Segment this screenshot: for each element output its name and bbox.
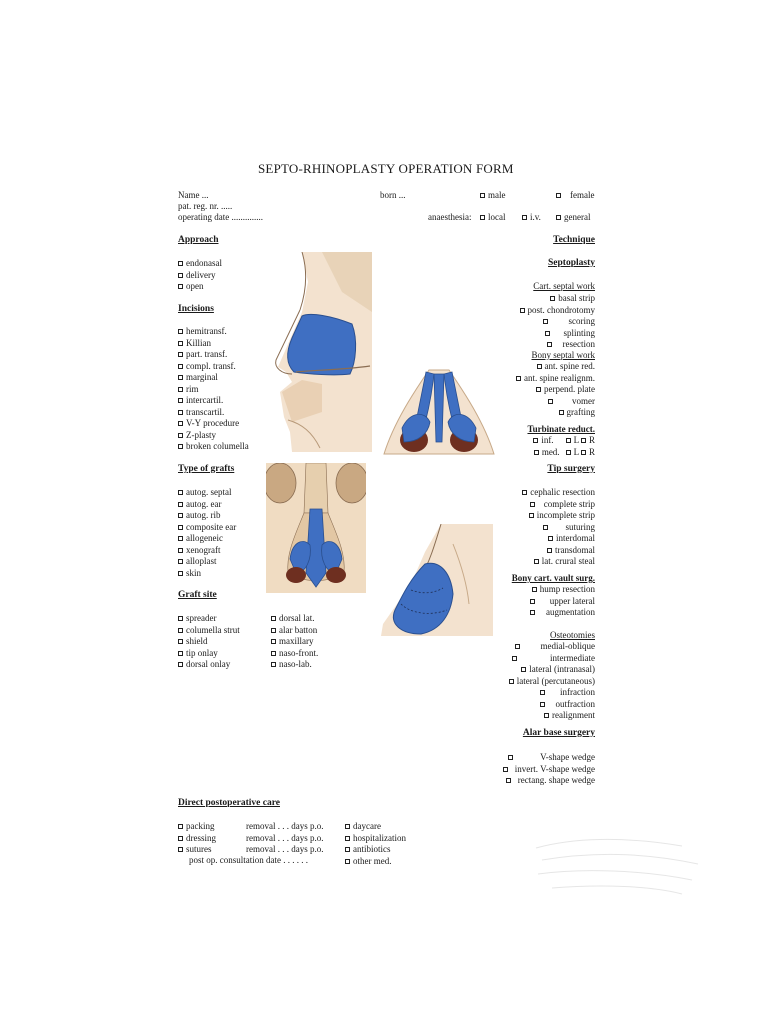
born-field[interactable]: born ... (380, 190, 406, 200)
checkbox-icon[interactable] (178, 329, 183, 334)
checkbox-item[interactable]: resection (520, 339, 596, 351)
checkbox-icon[interactable] (178, 824, 183, 829)
cart-septal-list (520, 293, 596, 351)
checkbox-icon[interactable] (271, 639, 276, 644)
checkbox-item[interactable]: Killian (178, 338, 249, 350)
technique-heading: Technique (553, 235, 595, 245)
checkbox-item[interactable]: Z-plasty (178, 430, 249, 442)
checkbox-icon[interactable] (178, 444, 183, 449)
vault-list (530, 584, 595, 619)
checkbox-icon[interactable] (178, 525, 183, 530)
checkbox-item[interactable]: compl. transf. (178, 361, 249, 373)
checkbox-item[interactable]: intermediate (509, 653, 595, 665)
osteotomies-list (509, 641, 595, 722)
faint-scribble-mark (532, 828, 704, 900)
graft-site-heading: Graft site (178, 590, 217, 600)
checkbox-item[interactable]: skin (178, 568, 236, 580)
consultation-date-field[interactable]: post op. consultation date . . . . . . (189, 855, 308, 865)
anaesthesia-label: anaesthesia: (428, 212, 472, 222)
checkbox-icon[interactable] (271, 628, 276, 633)
checkbox-item[interactable]: open (178, 281, 222, 293)
pat-reg-field[interactable]: pat. reg. nr. ..... (178, 201, 233, 211)
checkbox-item[interactable]: lateral (intranasal) (509, 664, 595, 676)
checkbox-item[interactable]: incomplete strip (522, 510, 595, 522)
checkbox-item[interactable]: hump resection (530, 584, 595, 596)
alar-base-heading: Alar base surgery (522, 728, 595, 738)
osteotomies-heading: Osteotomies (550, 630, 595, 640)
checkbox-icon[interactable] (509, 679, 514, 684)
checkbox-item[interactable]: naso-lab. (271, 659, 318, 671)
checkbox-icon[interactable] (178, 616, 183, 621)
checkbox-item[interactable]: autog. septal (178, 487, 236, 499)
incisions-list (178, 326, 249, 453)
turbinate-list (533, 435, 595, 458)
checkbox-icon[interactable] (516, 376, 521, 381)
checkbox-item[interactable]: infraction (509, 687, 595, 699)
checkbox-item[interactable]: upper lateral (530, 596, 595, 608)
checkbox-icon[interactable] (345, 836, 350, 841)
vault-heading: Bony cart. vault surg. (511, 573, 595, 583)
checkbox-item[interactable]: V-Y procedure (178, 418, 249, 430)
name-field[interactable]: Name ... (178, 190, 209, 200)
checkbox-item[interactable]: intercartil. (178, 395, 249, 407)
checkbox-item[interactable]: autog. rib (178, 510, 236, 522)
checkbox-icon[interactable] (520, 308, 525, 313)
checkbox-icon[interactable] (530, 599, 535, 604)
checkbox-icon[interactable] (178, 421, 183, 426)
checkbox-icon[interactable] (178, 502, 183, 507)
postop-heading: Direct postoperative care (178, 798, 280, 808)
local-option[interactable]: local (480, 212, 506, 224)
checkbox-icon[interactable] (566, 450, 571, 455)
septoplasty-heading: Septoplasty (548, 258, 595, 268)
form-title: SEPTO-RHINOPLASTY OPERATION FORM (258, 161, 514, 176)
checkbox-icon[interactable] (537, 364, 542, 369)
checkbox-icon[interactable] (550, 296, 555, 301)
checkbox-icon[interactable] (178, 364, 183, 369)
tip-surgery-heading: Tip surgery (547, 464, 595, 474)
checkbox-icon[interactable] (533, 438, 538, 443)
checkbox-item[interactable]: perpend. plate (516, 384, 595, 396)
checkbox-icon[interactable] (480, 215, 485, 220)
checkbox-icon[interactable] (545, 331, 550, 336)
checkbox-icon[interactable] (547, 548, 552, 553)
checkbox-icon[interactable] (178, 548, 183, 553)
osteotomy-illustration (381, 524, 493, 636)
checkbox-icon[interactable] (522, 215, 527, 220)
checkbox-icon[interactable] (345, 859, 350, 864)
incisions-heading: Incisions (178, 304, 214, 314)
graft-site-list-2 (271, 613, 318, 671)
female-option[interactable]: female (556, 190, 594, 202)
checkbox-item[interactable]: dorsal lat. (271, 613, 318, 625)
checkbox-item[interactable]: alloplast (178, 556, 236, 568)
checkbox-icon[interactable] (530, 610, 535, 615)
checkbox-item[interactable]: spreader (178, 613, 240, 625)
checkbox-icon[interactable] (503, 767, 508, 772)
checkbox-item[interactable]: dorsal onlay (178, 659, 240, 671)
checkbox-icon[interactable] (178, 628, 183, 633)
checkbox-item[interactable]: marginal (178, 372, 249, 384)
checkbox-item[interactable]: vomer (516, 396, 595, 408)
turbinate-med-row: med. L R (533, 447, 595, 459)
checkbox-item[interactable]: allogeneic (178, 533, 236, 545)
checkbox-item[interactable]: alar batton (271, 625, 318, 637)
checkbox-icon[interactable] (559, 410, 564, 415)
bony-septal-list (516, 361, 595, 419)
lateral-septum-illustration (262, 252, 372, 452)
checkbox-icon[interactable] (506, 778, 511, 783)
checkbox-item[interactable]: hospitalization (345, 833, 406, 845)
checkbox-item[interactable]: part. transf. (178, 349, 249, 361)
checkbox-item[interactable]: tip onlay (178, 648, 240, 660)
postop-right-list (345, 821, 406, 867)
checkbox-item[interactable]: suturing (522, 522, 595, 534)
checkbox-icon[interactable] (512, 656, 517, 661)
grafts-list (178, 487, 236, 579)
checkbox-icon[interactable] (178, 410, 183, 415)
frontal-skeleton-illustration (266, 463, 366, 593)
checkbox-item[interactable]: complete strip (522, 499, 595, 511)
checkbox-item[interactable]: cephalic resection (522, 487, 595, 499)
checkbox-icon[interactable] (178, 387, 183, 392)
checkbox-item[interactable]: realignment (509, 710, 595, 722)
removal-field[interactable]: removal . . . days p.o. (246, 832, 324, 843)
checkbox-icon[interactable] (521, 667, 526, 672)
checkbox-icon[interactable] (178, 536, 183, 541)
checkbox-icon[interactable] (536, 387, 541, 392)
checkbox-icon[interactable] (178, 284, 183, 289)
checkbox-item[interactable]: autog. ear (178, 499, 236, 511)
checkbox-icon[interactable] (529, 513, 534, 518)
checkbox-item[interactable]: transcartil. (178, 407, 249, 419)
checkbox-item[interactable]: packing (178, 821, 216, 833)
checkbox-icon[interactable] (178, 352, 183, 357)
checkbox-item[interactable]: delivery (178, 270, 222, 282)
checkbox-icon[interactable] (556, 193, 561, 198)
operating-date-field[interactable]: operating date .............. (178, 212, 263, 222)
checkbox-icon[interactable] (534, 450, 539, 455)
checkbox-item[interactable]: naso-front. (271, 648, 318, 660)
checkbox-item[interactable]: grafting (516, 407, 595, 419)
checkbox-item[interactable]: composite ear (178, 522, 236, 534)
checkbox-icon[interactable] (534, 559, 539, 564)
turbinate-heading: Turbinate reduct. (527, 424, 595, 434)
checkbox-item[interactable]: shield (178, 636, 240, 648)
checkbox-item[interactable]: maxillary (271, 636, 318, 648)
checkbox-icon[interactable] (508, 755, 513, 760)
checkbox-item[interactable]: outfraction (509, 699, 595, 711)
checkbox-icon[interactable] (178, 639, 183, 644)
checkbox-icon[interactable] (544, 713, 549, 718)
checkbox-icon[interactable] (543, 319, 548, 324)
checkbox-icon[interactable] (271, 651, 276, 656)
checkbox-item[interactable]: rectang. shape wedge (503, 775, 595, 787)
checkbox-icon[interactable] (271, 616, 276, 621)
checkbox-item[interactable]: dressing (178, 833, 216, 845)
checkbox-icon[interactable] (178, 559, 183, 564)
checkbox-icon[interactable] (532, 587, 537, 592)
turbinate-inf-row: inf. L R (533, 435, 595, 447)
checkbox-icon[interactable] (556, 215, 561, 220)
checkbox-item[interactable]: ant. spine realignm. (516, 373, 595, 385)
checkbox-item[interactable]: hemitransf. (178, 326, 249, 338)
removal-field[interactable]: removal . . . days p.o. (246, 844, 324, 854)
checkbox-item[interactable]: medial-oblique (509, 641, 595, 653)
checkbox-item[interactable]: interdomal (522, 533, 595, 545)
checkbox-icon[interactable] (178, 273, 183, 278)
graft-site-list-1 (178, 613, 240, 671)
checkbox-icon[interactable] (530, 502, 535, 507)
checkbox-icon[interactable] (543, 525, 548, 530)
postop-items (178, 821, 216, 856)
checkbox-item[interactable]: sutures (178, 844, 216, 856)
checkbox-icon[interactable] (178, 490, 183, 495)
checkbox-icon[interactable] (178, 571, 183, 576)
bony-septal-heading: Bony septal work (531, 350, 595, 360)
checkbox-icon[interactable] (345, 847, 350, 852)
checkbox-item[interactable]: scoring (520, 316, 596, 328)
cart-septal-heading: Cart. septal work (533, 281, 595, 291)
checkbox-icon[interactable] (566, 438, 571, 443)
checkbox-item[interactable]: xenograft (178, 545, 236, 557)
checkbox-icon[interactable] (548, 536, 553, 541)
checkbox-icon[interactable] (522, 490, 527, 495)
checkbox-item[interactable]: rim (178, 384, 249, 396)
checkbox-item[interactable]: daycare (345, 821, 406, 833)
checkbox-item[interactable]: post. chondrotomy (520, 305, 596, 317)
approach-heading: Approach (178, 235, 219, 245)
postop-removal (246, 821, 323, 856)
approach-list (178, 258, 222, 293)
checkbox-icon[interactable] (178, 261, 183, 266)
checkbox-icon[interactable] (515, 644, 520, 649)
general-option[interactable]: general (556, 212, 590, 224)
checkbox-icon[interactable] (548, 399, 553, 404)
checkbox-icon[interactable] (345, 824, 350, 829)
checkbox-item[interactable]: endonasal (178, 258, 222, 270)
checkbox-item[interactable]: other med. (345, 856, 406, 868)
checkbox-item[interactable]: V-shape wedge (503, 752, 595, 764)
checkbox-item[interactable]: broken columella (178, 441, 249, 453)
checkbox-item[interactable]: lat. crural steal (522, 556, 595, 568)
checkbox-icon[interactable] (581, 438, 586, 443)
checkbox-item[interactable]: splinting (520, 328, 596, 340)
checkbox-item[interactable]: transdomal (522, 545, 595, 557)
grafts-heading: Type of grafts (178, 464, 235, 474)
checkbox-item[interactable]: augmentation (530, 607, 595, 619)
checkbox-icon[interactable] (480, 193, 485, 198)
checkbox-icon[interactable] (540, 702, 545, 707)
checkbox-icon[interactable] (271, 662, 276, 667)
removal-field[interactable]: removal . . . days p.o. (246, 821, 324, 831)
checkbox-icon[interactable] (581, 450, 586, 455)
alar-base-list (503, 752, 595, 787)
checkbox-icon[interactable] (178, 662, 183, 667)
checkbox-item[interactable]: columella strut (178, 625, 240, 637)
iv-option[interactable]: i.v. (522, 212, 541, 224)
checkbox-icon[interactable] (547, 342, 552, 347)
checkbox-item[interactable]: lateral (percutaneous) (509, 676, 595, 688)
checkbox-item[interactable]: basal strip (520, 293, 596, 305)
tip-surgery-list (522, 487, 595, 568)
checkbox-icon[interactable] (178, 513, 183, 518)
checkbox-icon[interactable] (178, 398, 183, 403)
checkbox-icon[interactable] (178, 341, 183, 346)
checkbox-icon[interactable] (178, 651, 183, 656)
checkbox-icon[interactable] (178, 847, 183, 852)
checkbox-icon[interactable] (178, 375, 183, 380)
checkbox-icon[interactable] (540, 690, 545, 695)
checkbox-icon[interactable] (178, 433, 183, 438)
male-option[interactable]: male (480, 190, 506, 202)
checkbox-item[interactable]: ant. spine red. (516, 361, 595, 373)
checkbox-item[interactable]: invert. V-shape wedge (503, 764, 595, 776)
basal-nose-illustration (374, 362, 504, 456)
checkbox-icon[interactable] (178, 836, 183, 841)
checkbox-item[interactable]: antibiotics (345, 844, 406, 856)
